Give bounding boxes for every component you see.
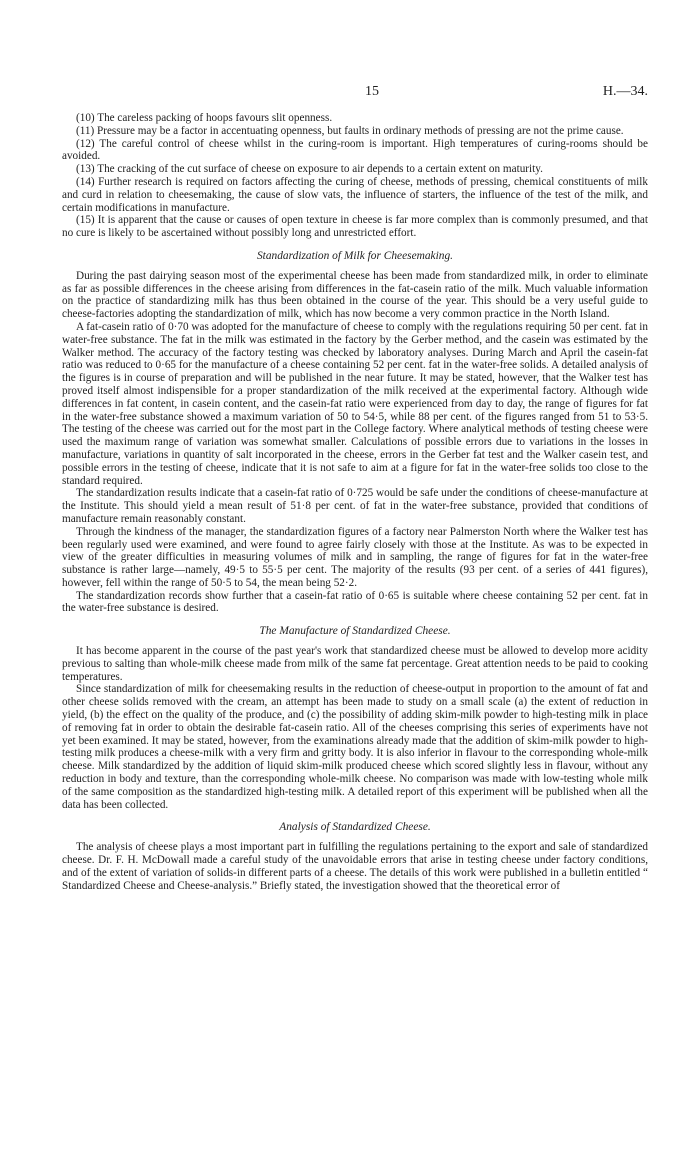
page-number: 15 — [365, 84, 379, 99]
paragraph: Since standardization of milk for cheesemaking results in the reduction of cheese-output in proportion to the amount of fat and other cheese solids removed with the cream, an attempt has been made to study on a small scale (a) the extent of reduction in yield, (b) the effect on the quality of the produce, and (c) the possibility of adding skim-milk powder to high-testing milk in place of removing fat in order to obtain the desirable fat-casein ratio. All of the cheeses comprising this series of experiments have not yet been examined. It may be stated, however, from the examinations already made that the addition of skim-milk powder to high-testing milk produces a cheese-milk with a very firm and gritty body. It is also inferior in flavour to the corresponding whole-milk cheese. Milk standardized by the addition of liquid skim-milk produced cheese which scored slightly less in flavour, without any reduction in body and texture, than the corresponding whole-milk cheese. No comparison was made with low-testing whole milk of the same composition as the standardized high-testing milk. A detailed report of this experiment will be published when all the data has been collected. — [62, 683, 648, 811]
paragraph: The standardization results indicate that a casein-fat ratio of 0·725 would be safe under the conditions of cheese-manufacture at the Institute. This should yield a mean result of 51·8 per cent. of fat in the water-free substance, provided that conditions of manufacture remain reasonably constant. — [62, 487, 648, 525]
paragraph: A fat-casein ratio of 0·70 was adopted for the manufacture of cheese to comply with the regulations requiring 50 per cent. fat in water-free substance. The fat in the milk was estimated in the factory by the Gerber method, and the casein was estimated by the Walker method. The accuracy of the factory testing was checked by laboratory analyses. During March and April the casein-fat ratio was reduced to 0·65 for the manufacture of a cheese containing 52 per cent. fat in the water-free solids. A detailed analysis of the figures is in course of preparation and will be published in the near future. It may be stated, however, that the Walker test has proved itself almost indispensible for a proper standardization of the milk received at the experimental factory. Although wide differences in fat content, in casein content, and the casein-fat ratio were experienced from day to day, the range of figures for fat in the water-free substance showed a maximum variation of 50 to 54·5, while 88 per cent. of the figures ranged from 51 to 53·5. The testing of the cheese was carried out for the most part in the College factory. Where analytical methods of testing cheese were used the maximum range of variation was somewhat smaller. Calculations of possible errors due to variations in the losses in manufacture, variations in quantity of salt incorporated in the cheese, errors in the Gerber fat test and the Walker casein test, and possible errors in the testing of cheese, indicate that it is not safe to aim at a figure for fat in the water-free solids too close to the standard required. — [62, 320, 648, 487]
conclusion-item-13: (13) The cracking of the cut surface of cheese on exposure to air depends to a certain extent on maturity. — [76, 163, 543, 176]
conclusion-item-12: (12) The careful control of cheese whilst in the curing-room is important. High temperatures of curing-rooms should be avoided. — [62, 137, 648, 163]
document-body — [62, 112, 648, 892]
conclusion-item-15: (15) It is apparent that the cause or causes of open texture in cheese is far more complex than is commonly presumed, and that no cure is likely to be ascertained without possibly long and unrestricted effort. — [62, 214, 648, 240]
section-heading-manufacture: The Manufacture of Standardized Cheese. — [259, 625, 451, 638]
conclusion-item-10: (10) The careless packing of hoops favours slit openness. — [76, 112, 333, 124]
conclusion-item-11: (11) Pressure may be a factor in accentuating openness, but faults in ordinary methods of pressing are not the prime cause. — [76, 124, 624, 137]
section-heading-analysis: Analysis of Standardized Cheese. — [279, 821, 431, 834]
page-header — [62, 0, 648, 112]
paragraph: It has become apparent in the course of the past year's work that standardized cheese must be allowed to develop more acidity previous to salting than whole-milk cheese made from milk of the same fat percentage. Great attention needs to be paid to cooking temperatures. — [62, 645, 648, 683]
document-reference: H.—34. — [602, 84, 648, 99]
paragraph: During the past dairying season most of the experimental cheese has been made from standardized milk, in order to eliminate as far as possible differences in the cheese arising from differences in the fat-casein ratio of the milk. Much valuable information on the practice of standardizing milk has thus been obtained in the course of the year. This should be a very useful guide to cheese-factories adopting the standardization of milk, which has now become a very common practice in the North Island. — [62, 269, 648, 321]
paragraph: The analysis of cheese plays a most important part in fulfilling the regulations pertaining to the export and sale of standardized cheese. Dr. F. H. McDowall made a careful study of the unavoidable errors that arise in testing cheese under factory conditions, and of the extent of variation of solids-in different parts of a cheese. The details of this work were published in a bulletin entitled “ Standardized Cheese and Cheese-analysis.” Briefly stated, the investigation showed that the theoretical error of — [62, 841, 648, 892]
paragraph: The standardization records show further that a casein-fat ratio of 0·65 is suitable where cheese containing 52 per cent. fat in the water-free substance is desired. — [62, 589, 648, 615]
section-heading-standardization: Standardization of Milk for Cheesemaking. — [256, 249, 454, 262]
conclusion-item-14: (14) Further research is required on factors affecting the curing of cheese, methods of pressing, chemical constituents of milk and curd in relation to cheesemaking, the cause of slow vats, the influence of starters, the influence of the test of the milk, and certain modifications in manufacture. — [62, 175, 648, 214]
paragraph: Through the kindness of the manager, the standardization figures of a factory near Palmerston North where the Walker test has been regularly used were examined, and were found to agree fairly closely with those at the Institute. As was to be expected in view of the greater difficulties in measuring volumes of milk and in sampling, the range of figures for fat in the water-free substance is rather large—namely, 49·5 to 55·5 per cent. The majority of the results (93 per cent. of a series of 441 figures), however, fell within the range of 50·5 to 54, the mean being 52·2. — [62, 525, 648, 589]
